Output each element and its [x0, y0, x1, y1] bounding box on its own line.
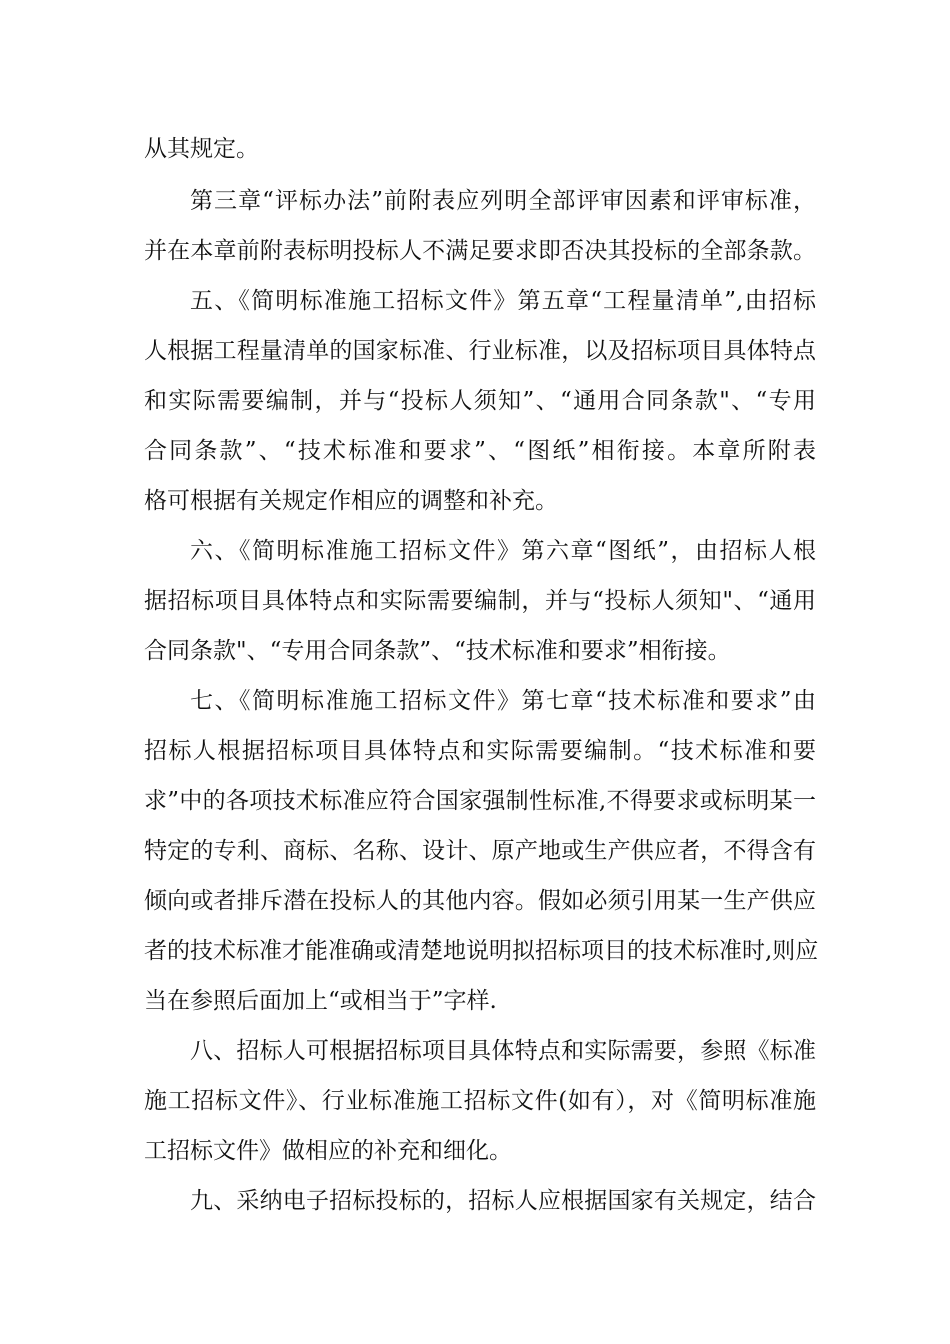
text-line-17: 者的技术标准才能准确或清楚地说明拟招标项目的技术标准时,则应: [144, 938, 819, 964]
text-line-2: 第三章“评标办法”前附表应列明全部评审因素和评审标准，: [190, 188, 816, 214]
text-line-14: 求”中的各项技术标准应符合国家强制性标准,不得要求或标明某一: [144, 788, 816, 814]
text-line-9: 六、《简明标准施工招标文件》第六章“图纸”，由招标人根: [190, 538, 816, 564]
text-line-1: 从其规定。: [144, 136, 259, 162]
text-line-4: 五、《简明标准施工招标文件》第五章“工程量清单”,由招标: [190, 288, 816, 314]
text-line-22: 九、采纳电子招标投标的，招标人应根据国家有关规定，结合: [190, 1188, 816, 1214]
text-line-5: 人根据工程量清单的国家标准、行业标准，以及招标项目具体特点: [144, 338, 816, 364]
text-line-20: 施工招标文件》、行业标准施工招标文件(如有），对《简明标准施: [144, 1088, 816, 1114]
text-line-13: 招标人根据招标项目具体特点和实际需要编制。“技术标准和要: [144, 738, 816, 764]
text-line-12: 七、《简明标准施工招标文件》第七章“技术标准和要求”由: [190, 688, 816, 714]
text-line-7: 合同条款”、“技术标准和要求”、“图纸”相衔接。本章所附表: [144, 438, 816, 464]
text-line-6: 和实际需要编制，并与“投标人须知”、“通用合同条款"、“专用: [144, 388, 816, 414]
text-line-15: 特定的专利、商标、名称、设计、原产地或生产供应者，不得含有: [144, 838, 816, 864]
text-line-3: 并在本章前附表标明投标人不满足要求即否决其投标的全部条款。: [144, 238, 816, 264]
text-line-8: 格可根据有关规定作相应的调整和补充。: [144, 488, 558, 514]
text-line-11: 合同条款"、“专用合同条款”、“技术标准和要求”相衔接。: [144, 638, 731, 664]
text-line-18: 当在参照后面加上“或相当于”字样.: [144, 988, 497, 1014]
text-line-19: 八、招标人可根据招标项目具体特点和实际需要，参照《标准: [190, 1038, 816, 1064]
text-line-10: 据招标项目具体特点和实际需要编制，并与“投标人须知"、“通用: [144, 588, 816, 614]
text-line-21: 工招标文件》做相应的补充和细化。: [144, 1138, 512, 1164]
text-line-16: 倾向或者排斥潜在投标人的其他内容。假如必须引用某一生产供应: [144, 888, 816, 914]
